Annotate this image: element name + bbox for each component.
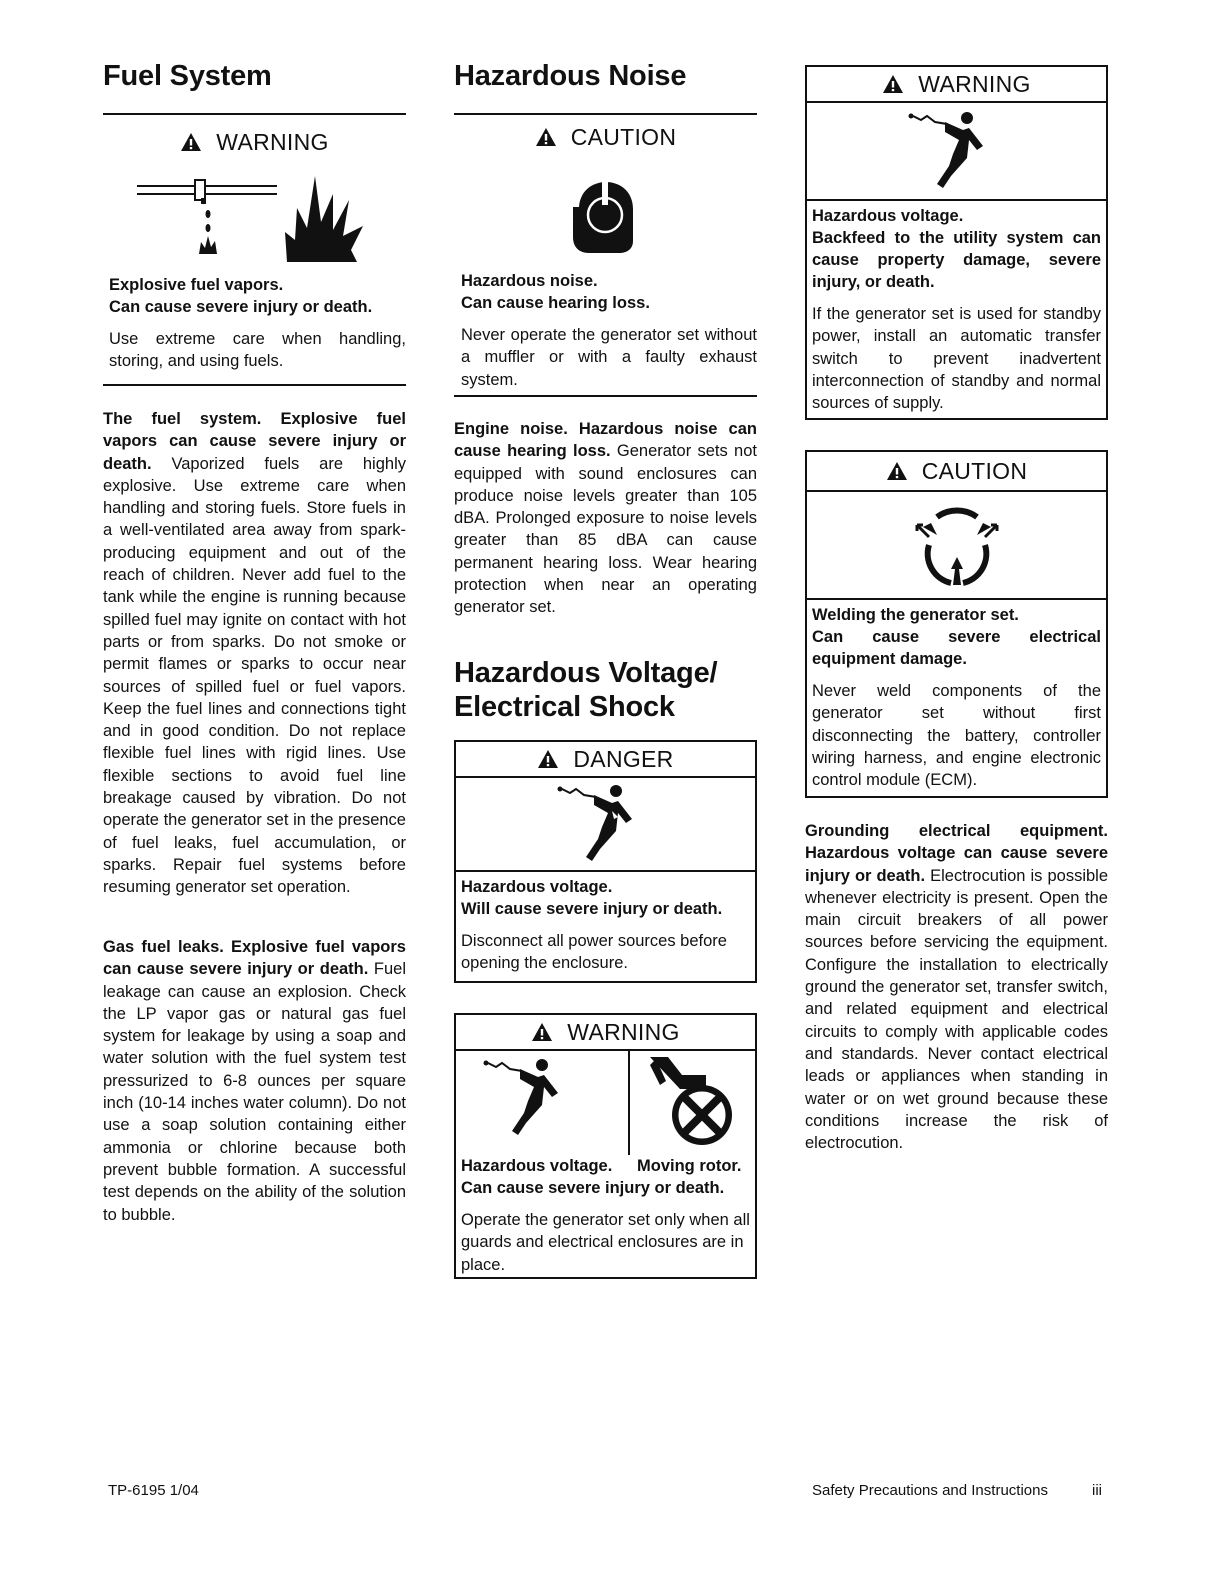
hazard-title: Hazardous voltage. [461,878,613,896]
caution-signal-word: CAUTION [807,452,1106,492]
footer-title [812,1482,1102,1499]
alert-triangle-icon [537,749,559,769]
danger-box [454,740,757,983]
divider [628,1051,630,1155]
warning-signal-word: WARNING [456,1015,755,1051]
hazard-title: Explosive fuel vapors. [109,276,284,294]
hazardous-voltage-heading: Hazardous Voltage/ Electrical Shock [454,657,718,723]
divider [103,113,406,115]
hazard-consequence: Will cause severe injury or death. [461,900,723,918]
page-number: iii [1092,1482,1102,1499]
electric-shock-pictogram [456,778,755,872]
divider [454,113,757,115]
hazard-consequence: Can cause hearing loss. [461,294,650,312]
moving-rotor-icon [646,1055,738,1151]
static-discharge-icon [907,497,1007,593]
hazard-consequence: Can cause severe injury or death. [461,1179,725,1197]
section-title: Safety Precautions and Instructions [812,1482,1048,1499]
paragraph-lead: Grounding electrical equipment. Hazardous voltage can cause severe injury or death. [805,822,1108,885]
alert-triangle-icon [886,461,908,481]
caution-signal-word: CAUTION [454,126,757,149]
hazard-instruction: Disconnect all power sources before opening the enclosure. [461,932,727,973]
paragraph-body: Generator sets not equipped with sound enclosures can produce noise levels greater than 105 dBA. Prolonged exposure to noise levels greater than 85 dBA can cause permanent hearing loss. Wear hearing protection when near an operating generator set. [454,442,757,617]
electric-shock-icon [482,1057,582,1139]
grounding-paragraph [805,820,1108,1154]
divider [454,395,757,397]
hazard-instruction: If the generator set is used for standby power, install an automatic transfer switch to prevent inadvertent interconnection of standby and normal sources of supply. [812,305,1101,413]
alert-triangle-icon [882,74,904,94]
paragraph-lead: Gas fuel leaks. Explosive fuel vapors can cause severe injury or death. [103,938,406,979]
hazard-consequence: Can cause severe electrical equipment damage. [812,628,1101,668]
paragraph-lead: The fuel system. Explosive fuel vapors can cause severe injury or death. [103,410,406,473]
hazard-title: Hazardous voltage. [812,207,964,225]
hazard-consequence: Can cause severe injury or death. [109,298,373,316]
warning-text [461,1155,753,1276]
hazard-title: Hazardous noise. [461,272,598,290]
hazard-instruction: Use extreme care when handling, storing, and using fuels. [109,330,406,371]
backfeed-text [807,201,1106,414]
paragraph-body: Fuel leakage can cause an explosion. Check the LP vapor gas or natural gas fuel system for leakage by using a soap and water solution with the fuel system test pressurized to 6-8 ounces per square inch (10-14 inches water column). Do not use a soap solution containing either ammonia or chlorine because both prevent bubble formation. A successful test depends on the ability of the solution to bubble. [103,960,406,1224]
hazard-instruction: Never operate the generator set without a muffler or with a faulty exhaust system. [461,326,757,389]
hazardous-noise-heading: Hazardous Noise [454,60,687,92]
alert-triangle-icon [535,127,557,147]
welding-caution-box [805,450,1108,798]
hearing-protection-icon [567,163,645,255]
hazard-title: Hazardous voltage. [461,1157,613,1175]
divider [103,384,406,386]
alert-triangle-icon [531,1022,553,1042]
engine-noise-paragraph [454,418,757,619]
alert-triangle-icon [180,132,202,152]
electric-shock-pictogram [807,103,1106,201]
electric-shock-icon [556,783,656,865]
danger-text [456,872,755,975]
fuel-system-paragraph [103,408,406,899]
explosive-fuel-pictogram-icon [137,170,377,262]
fuel-system-heading: Fuel System [103,60,272,92]
fuel-hazard-statement [109,274,406,373]
noise-hazard-statement [461,270,757,391]
paragraph-lead: Engine noise. Hazardous noise can cause hearing loss. [454,420,757,461]
welding-pictogram [807,492,1106,600]
hazard-instruction: Never weld components of the generator set without first disconnecting the battery, controller wiring harness, and engine electronic control module (ECM). [812,682,1101,790]
welding-text [807,600,1106,791]
document-number: TP-6195 1/04 [108,1482,199,1499]
electric-shock-icon [907,110,1007,192]
hazard-instruction: Operate the generator set only when all guards and electrical enclosures are in place. [461,1211,750,1274]
paragraph-body: Electrocution is possible whenever electricity is present. Open the main circuit breakers of all power sources before servicing the equipment. Configure the installation to electrically ground the generator set, transfer switch, and related equipment and electrical circuits to comply with applicable codes and standards. Never contact electrical leads or appliances when standing in water or on wet ground because these conditions increase the risk of electrocution. [805,866,1108,1153]
backfeed-warning-box [805,65,1108,420]
danger-signal-word: DANGER [456,742,755,778]
warning-voltage-rotor-box [454,1013,757,1279]
hazard-title: Welding the generator set. [812,606,1019,624]
gas-fuel-leaks-paragraph [103,936,406,1226]
warning-signal-word: WARNING [807,67,1106,103]
warning-signal-word: WARNING [103,131,406,154]
paragraph-body: Vaporized fuels are highly explosive. Use extreme care when handling and storing fuels. Store fuels in a well-ventilated area away from spark-producing equipment and out of the reach of children. Never add fuel to the tank while the engine is running because spilled fuel may ignite on contact with hot parts or from sparks. Do not smoke or permit flames or sparks to occur near sources of spilled fuel or fuel vapors. Keep the fuel lines and connections tight and in good condition. Do not replace flexible fuel lines with rigid lines. Use flexible sections to avoid fuel line breakage caused by vibration. Do not operate the generator set in the presence of fuel leaks, fuel accumulation, or sparks. Repair fuel systems before resuming generator set operation. [103,454,406,897]
hazard-consequence: Backfeed to the utility system can cause property damage, severe injury, or death. [812,229,1101,291]
hazard-title: Moving rotor. [637,1157,742,1175]
